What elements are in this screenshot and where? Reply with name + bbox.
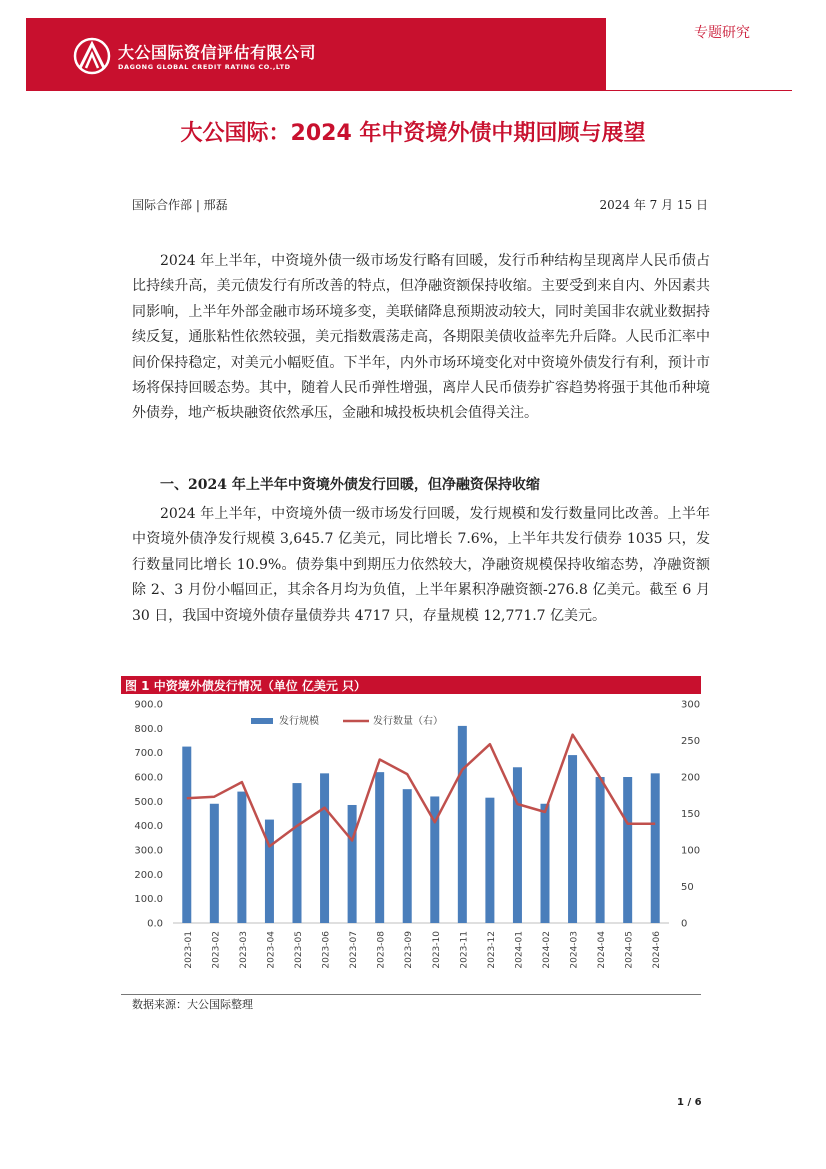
x-tick-label: 2024-04 — [597, 931, 608, 969]
legend-label-bar: 发行规模 — [279, 716, 319, 727]
bar-issuance — [375, 772, 384, 923]
section-paragraph: 2024 年上半年，中资境外债一级市场发行回暖，发行规模和发行数量同比改善。上半年中资境外债净发行规模 3,645.7 亿美元，同比增长 7.6%，上半年共发行债券 1035 只，发行数量同比增长 10.9%。债券集中到期压力依然较大，净融资规模保持收缩态势，净融资额除 2、3 月份小幅回正，其余各月均为负值，上半年累积净融资额-276.8 亿美元。截至 6 月 30 日，我国中资境外债存量债券共 4717 只，存量规模 12,771.7 亿美元。 — [132, 506, 710, 624]
document-title: 大公国际：2024 年中资境外债中期回顾与展望 — [180, 121, 646, 146]
x-tick-label: 2024-05 — [624, 931, 635, 969]
bar-issuance — [182, 747, 191, 923]
y-left-tick-label: 600.0 — [134, 772, 163, 784]
figure-title: 图 1 中资境外债发行情况（单位 亿美元 只） — [125, 679, 367, 693]
bar-issuance — [541, 804, 550, 923]
x-tick-label: 2023-10 — [431, 931, 442, 969]
bar-issuance — [458, 726, 467, 923]
bar-issuance — [596, 777, 605, 923]
y-left-tick-label: 400.0 — [134, 821, 163, 833]
x-tick-label: 2024-03 — [569, 931, 580, 969]
y-right-tick-label: 300 — [681, 699, 701, 711]
y-right-tick-label: 250 — [681, 736, 701, 747]
bar-issuance — [348, 805, 357, 923]
company-logo-icon — [72, 36, 112, 76]
legend-label-line: 发行数量（右） — [373, 716, 443, 727]
intro-paragraph: 2024 年上半年，中资境外债一级市场发行略有回暖，发行币种结构呈现离岸人民币债占比持续升高，美元债发行有所改善的特点，但净融资额保持收缩。主要受到来自内、外因素共同影响，上半年外部金融市场环境多变，美联储降息预期波动较大，同时美国非农就业数据持续反复，通胀粘性依然较强，美元指数震荡走高，各期限美债收益率先升后降。人民币汇率中间价保持稳定，对美元小幅贬值。下半年，内外市场环境变化对中资境外债发行有利，预计市场将保持回暖态势。其中，随着人民币弹性增强，离岸人民币债券扩容趋势将强于其他币种境外债券，地产板块融资依然承压，金融和城投板块机会值得关注。 — [132, 253, 710, 422]
header-banner-edge — [560, 18, 606, 90]
report-date: 2024 年 7 月 15 日 — [599, 198, 708, 212]
y-left-tick-label: 900.0 — [134, 699, 163, 711]
bar-issuance — [623, 777, 632, 923]
data-source: 数据来源：大公国际整理 — [132, 998, 253, 1011]
issuance-chart — [121, 694, 701, 994]
y-left-tick-label: 700.0 — [134, 748, 163, 760]
company-name-en: DAGONG GLOBAL CREDIT RATING CO.,LTD — [118, 63, 291, 71]
legend-swatch-bar — [251, 718, 273, 724]
x-tick-label: 2023-01 — [183, 931, 194, 969]
x-tick-label: 2023-07 — [349, 931, 360, 969]
y-left-tick-label: 800.0 — [134, 723, 163, 735]
x-tick-label: 2024-02 — [542, 931, 552, 969]
bar-issuance — [651, 773, 660, 923]
x-tick-label: 2023-03 — [238, 931, 249, 969]
bar-issuance — [237, 792, 246, 923]
source-divider — [121, 994, 701, 995]
x-tick-label: 2023-06 — [321, 931, 332, 969]
bar-issuance — [403, 789, 412, 923]
bar-issuance — [485, 798, 494, 923]
y-right-tick-label: 0 — [681, 918, 688, 930]
line-issuance-count — [187, 735, 655, 847]
report-type-tag: 专题研究 — [694, 25, 750, 41]
bar-issuance — [568, 755, 577, 923]
x-tick-label: 2023-11 — [459, 931, 470, 969]
bar-issuance — [513, 767, 522, 923]
x-tick-label: 2023-08 — [376, 931, 387, 969]
y-right-tick-label: 150 — [681, 809, 701, 820]
bar-issuance — [293, 783, 302, 923]
x-tick-label: 2023-05 — [294, 931, 304, 969]
y-left-tick-label: 500.0 — [134, 796, 163, 808]
bar-issuance — [210, 804, 219, 923]
y-left-tick-label: 0.0 — [147, 918, 163, 930]
y-right-tick-label: 50 — [681, 882, 694, 893]
x-tick-label: 2024-06 — [652, 931, 663, 969]
y-right-tick-label: 200 — [681, 772, 701, 784]
y-left-tick-label: 300.0 — [134, 845, 163, 857]
author-line: 国际合作部 | 邢磊 — [132, 198, 228, 212]
bar-issuance — [265, 820, 274, 923]
x-tick-label: 2023-09 — [404, 931, 415, 969]
company-name-cn: 大公国际资信评估有限公司 — [118, 43, 317, 62]
page-number: 1 / 6 — [677, 1097, 702, 1108]
y-right-tick-label: 100 — [681, 845, 701, 857]
x-tick-label: 2024-01 — [514, 931, 525, 969]
section-heading: 一、2024 年上半年中资境外债发行回暖，但净融资保持收缩 — [160, 477, 540, 493]
y-left-tick-label: 100.0 — [134, 894, 163, 906]
x-tick-label: 2023-04 — [266, 931, 277, 969]
bar-issuance — [320, 773, 329, 923]
y-left-tick-label: 200.0 — [134, 869, 163, 881]
x-tick-label: 2023-12 — [486, 931, 497, 969]
x-tick-label: 2023-02 — [211, 931, 222, 969]
